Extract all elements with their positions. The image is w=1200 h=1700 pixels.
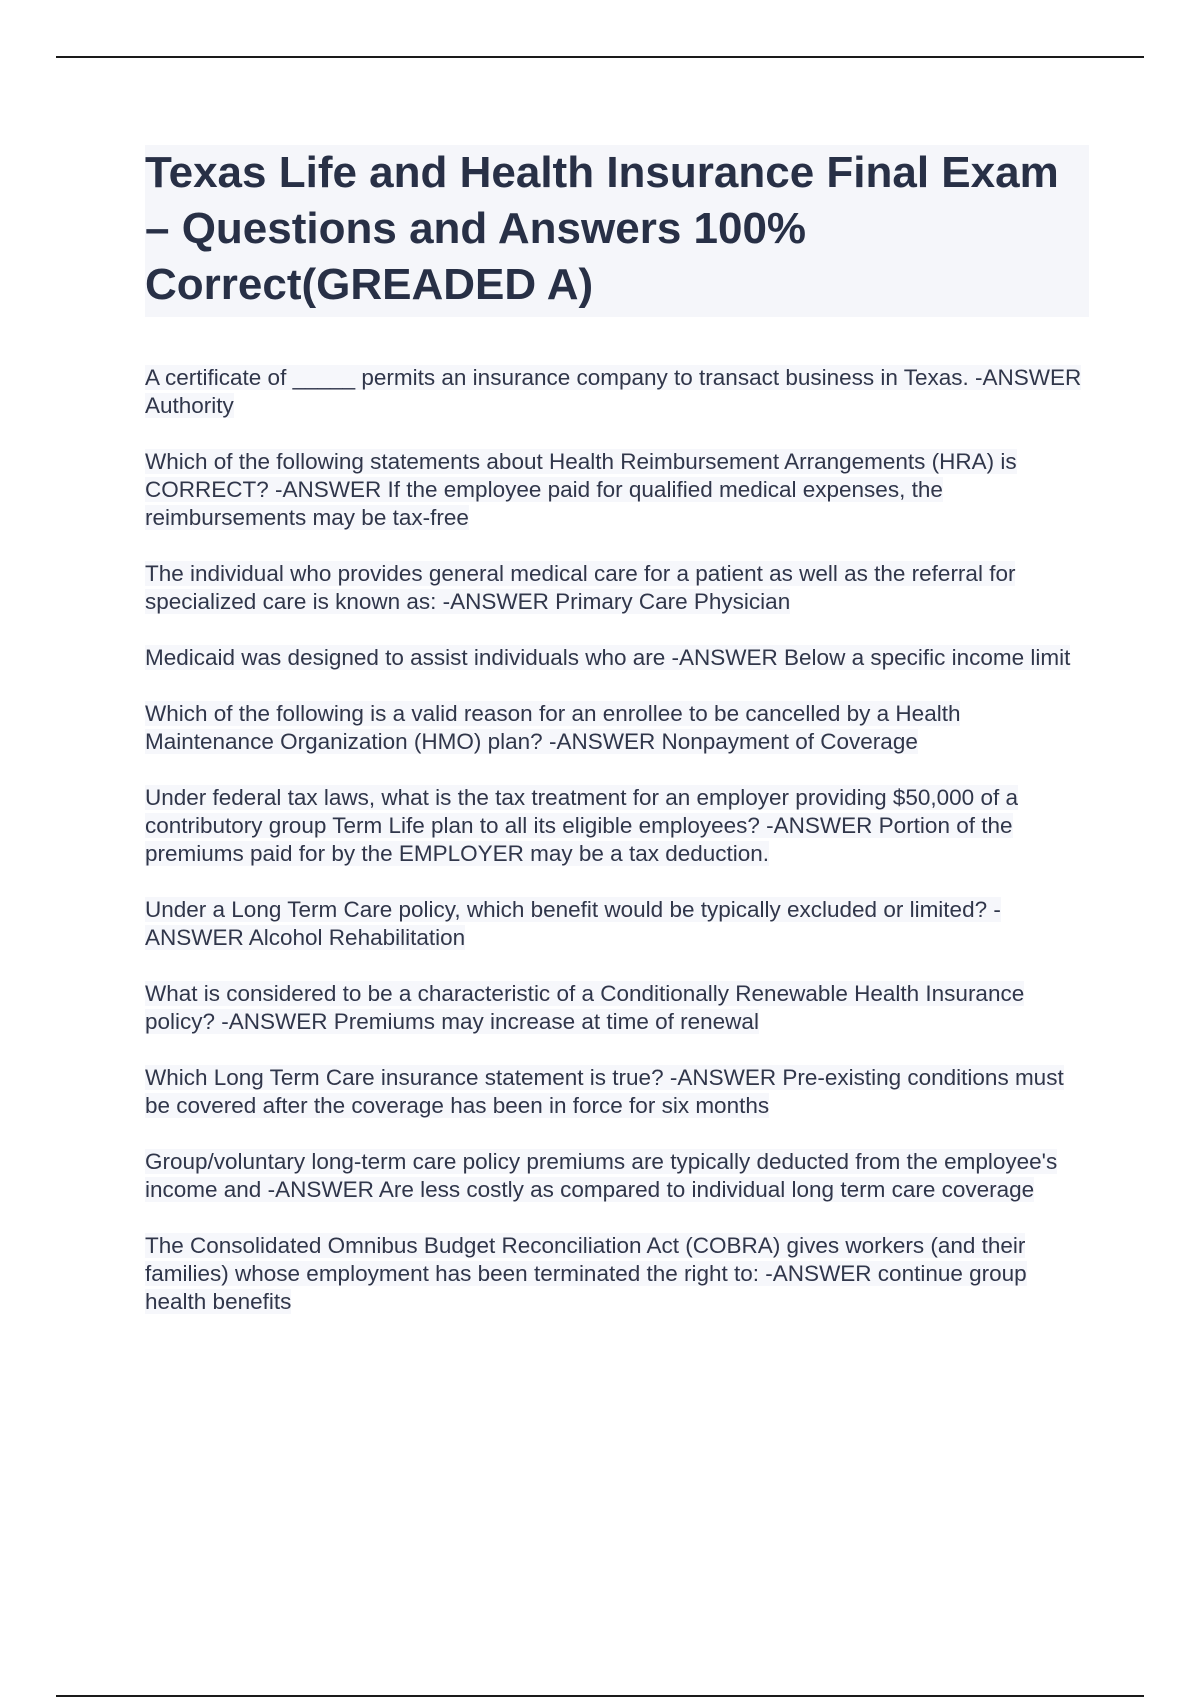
qa-text: Under a Long Term Care policy, which benefit would be typically excluded or limited? -ANSWER Alcohol Rehabilitation [145, 897, 1001, 950]
qa-text: Which Long Term Care insurance statement is true? -ANSWER Pre-existing conditions must be covered after the coverage has been in force for six months [145, 1065, 1064, 1118]
qa-text: Which of the following is a valid reason for an enrollee to be cancelled by a Health Maintenance Organization (HMO) plan? -ANSWER Nonpayment of Coverage [145, 701, 961, 754]
qa-item [145, 980, 1089, 1036]
qa-item [145, 560, 1089, 616]
qa-list [145, 364, 1089, 1316]
qa-item [145, 1064, 1089, 1120]
document-body [145, 145, 1089, 1344]
qa-item [145, 448, 1089, 532]
qa-text: The Consolidated Omnibus Budget Reconciliation Act (COBRA) gives workers (and their families) whose employment has been terminated the right to: -ANSWER continue group health benefits [145, 1233, 1027, 1314]
qa-text: The individual who provides general medical care for a patient as well as the referral for specialized care is known as: -ANSWER Primary Care Physician [145, 561, 1016, 614]
document-title: Texas Life and Health Insurance Final Exam – Questions and Answers 100% Correct(GREADED A) [145, 148, 1059, 309]
title-block [145, 145, 1089, 317]
qa-item [145, 784, 1089, 868]
bottom-rule [56, 1695, 1144, 1697]
qa-text: A certificate of _____ permits an insurance company to transact business in Texas. -ANSWER Authority [145, 365, 1082, 418]
qa-item [145, 700, 1089, 756]
qa-item [145, 644, 1089, 672]
qa-text: Group/voluntary long-term care policy premiums are typically deducted from the employee's income and -ANSWER Are less costly as compared to individual long term care coverage [145, 1149, 1058, 1202]
qa-text: Medicaid was designed to assist individuals who are -ANSWER Below a specific income limit [145, 645, 1071, 670]
qa-text: What is considered to be a characteristic of a Conditionally Renewable Health Insurance policy? -ANSWER Premiums may increase at time of renewal [145, 981, 1025, 1034]
qa-item [145, 1148, 1089, 1204]
qa-item [145, 1232, 1089, 1316]
qa-item [145, 896, 1089, 952]
qa-item [145, 364, 1089, 420]
qa-text: Which of the following statements about Health Reimbursement Arrangements (HRA) is CORRECT? -ANSWER If the employee paid for qualified medical expenses, the reimbursements may be tax-free [145, 449, 1017, 530]
qa-text: Under federal tax laws, what is the tax treatment for an employer providing $50,000 of a contributory group Term Life plan to all its eligible employees? -ANSWER Portion of the premiums paid for by the EMPLOYER may be a tax deduction. [145, 785, 1018, 866]
top-rule [56, 56, 1144, 58]
